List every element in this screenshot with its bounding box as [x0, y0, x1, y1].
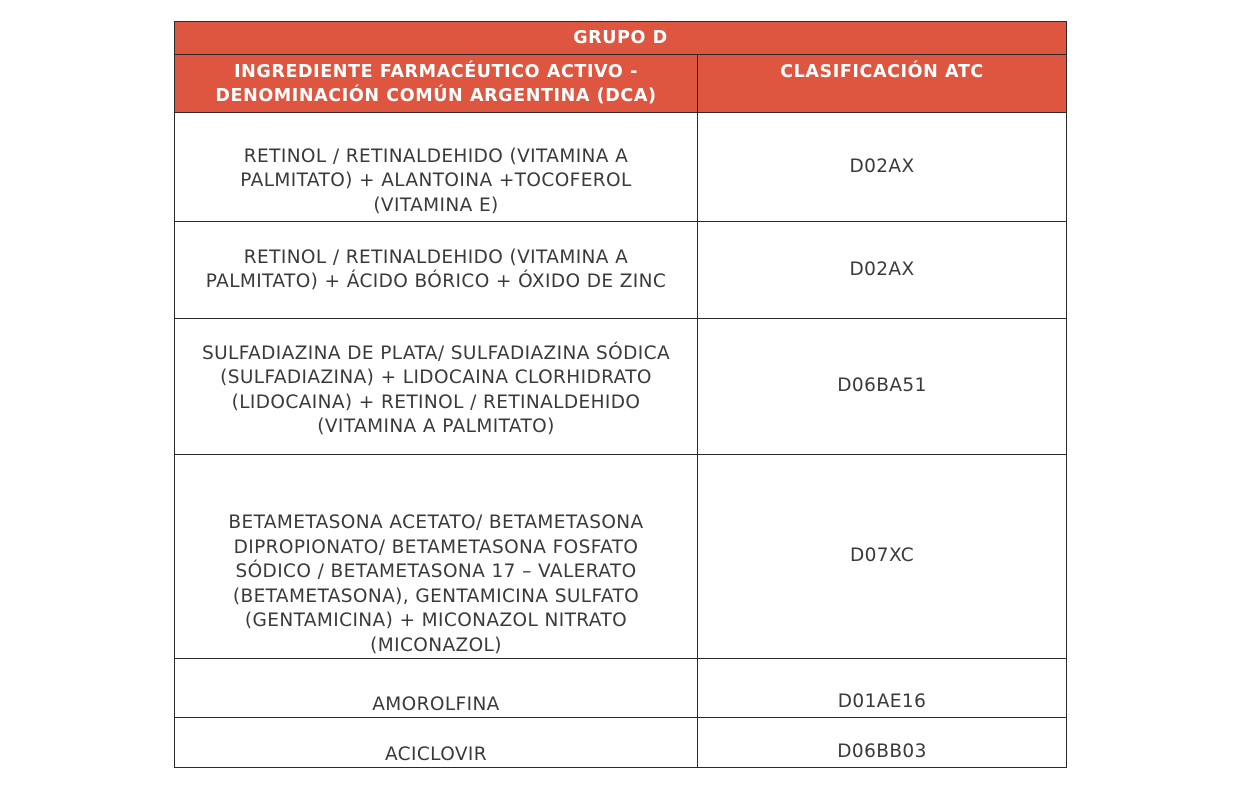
ingredient-column-header: INGREDIENTE FARMACÉUTICO ACTIVO - DENOMINACIÓN COMÚN ARGENTINA (DCA) — [175, 55, 698, 113]
atc-code-cell: D01AE16 — [698, 659, 1067, 718]
ingredient-cell: BETAMETASONA ACETATO/ BETAMETASONA DIPROPIONATO/ BETAMETASONA FOSFATO SÓDICO / BETAMETASONA 17 – VALERATO (BETAMETASONA), GENTAMICINA SULFATO (GENTAMICINA) + MICONAZOL NITRATO (MICONAZOL) — [175, 455, 698, 659]
ingredient-cell: SULFADIAZINA DE PLATA/ SULFADIAZINA SÓDICA (SULFADIAZINA) + LIDOCAINA CLORHIDRATO (LIDOCAINA) + RETINOL / RETINALDEHIDO (VITAMINA A PALMITATO) — [175, 319, 698, 455]
table-row — [175, 319, 1067, 455]
table-row — [175, 113, 1067, 222]
group-title: GRUPO D — [175, 22, 1067, 55]
atc-code-cell: D02AX — [698, 222, 1067, 319]
table-row — [175, 659, 1067, 718]
column-header-row — [175, 55, 1067, 113]
grupo-d-table — [174, 21, 1067, 768]
ingredient-cell: ACICLOVIR — [175, 718, 698, 768]
table-row — [175, 455, 1067, 659]
group-title-row — [175, 22, 1067, 55]
ingredient-cell: AMOROLFINA — [175, 659, 698, 718]
atc-code-cell: D02AX — [698, 113, 1067, 222]
atc-code-cell: D06BB03 — [698, 718, 1067, 768]
atc-code-cell: D06BA51 — [698, 319, 1067, 455]
table-row — [175, 222, 1067, 319]
ingredient-cell: RETINOL / RETINALDEHIDO (VITAMINA A PALMITATO) + ALANTOINA +TOCOFEROL (VITAMINA E) — [175, 113, 698, 222]
ingredient-cell: RETINOL / RETINALDEHIDO (VITAMINA A PALMITATO) + ÁCIDO BÓRICO + ÓXIDO DE ZINC — [175, 222, 698, 319]
atc-column-header: CLASIFICACIÓN ATC — [698, 55, 1067, 113]
table-row — [175, 718, 1067, 768]
atc-code-cell: D07XC — [698, 455, 1067, 659]
